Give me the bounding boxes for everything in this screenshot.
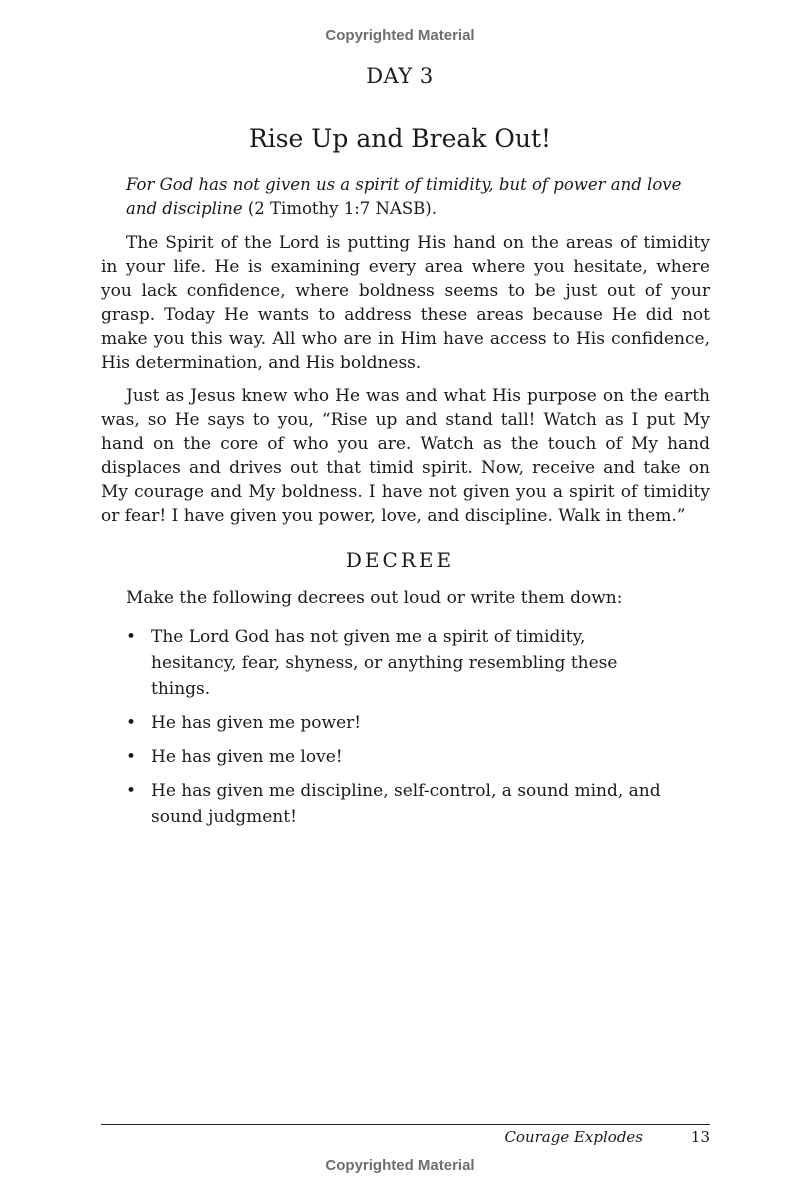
decree-list: [126, 624, 666, 838]
paragraph-2: Just as Jesus knew who He was and what His purpose on the earth was, so He says to you, “Rise up and stand tall! Watch as I put My hand on the core of who you are. Watch as the touch of My hand displaces and drives out that timid spirit. Now, receive and take on My courage and My boldness. I have not given you a spirit of timidity or fear! I have given you power, love, and discipline. Walk in them.”: [101, 386, 710, 526]
list-item: [126, 778, 666, 830]
list-item-text: He has given me power!: [151, 713, 362, 733]
day-label: DAY 3: [366, 64, 434, 88]
list-item: [126, 710, 666, 736]
bullet-icon: •: [126, 713, 137, 733]
body-text: [101, 231, 710, 537]
running-head: Courage Explodes: [504, 1128, 643, 1146]
copyright-watermark-top: Copyrighted Material: [325, 27, 475, 44]
list-item-text: The Lord God has not given me a spirit of timidity, hesitancy, fear, shyness, or anything resembling these things.: [151, 627, 618, 699]
page-number: 13: [690, 1128, 710, 1146]
decree-heading: DECREE: [345, 548, 455, 572]
epigraph-reference: (2 Timothy 1:7 NASB).: [242, 199, 437, 218]
copyright-watermark-bottom: Copyrighted Material: [325, 1157, 475, 1174]
list-item: [126, 624, 666, 702]
paragraph-1: The Spirit of the Lord is putting His hand on the areas of timidity in your life. He is examining every area where you hesitate, where you lack confidence, where boldness seems to be just out of your grasp. Today He wants to address these areas because He did not make you this way. All who are in Him have access to His confidence, His determination, and His boldness.: [101, 233, 710, 373]
epigraph-verse: For God has not given us a spirit of timidity, but of power and love and discipline: [126, 175, 682, 218]
footer-divider: [101, 1124, 710, 1125]
decree-instruction: Make the following decrees out loud or write them down:: [126, 588, 623, 608]
bullet-icon: •: [126, 747, 137, 767]
list-item-text: He has given me love!: [151, 747, 343, 767]
bullet-icon: •: [126, 627, 137, 647]
page-title: Rise Up and Break Out!: [248, 124, 552, 153]
list-item: [126, 744, 666, 770]
list-item-text: He has given me discipline, self-control, a sound mind, and sound judgment!: [151, 781, 661, 827]
bullet-icon: •: [126, 781, 137, 801]
epigraph: [126, 173, 710, 221]
